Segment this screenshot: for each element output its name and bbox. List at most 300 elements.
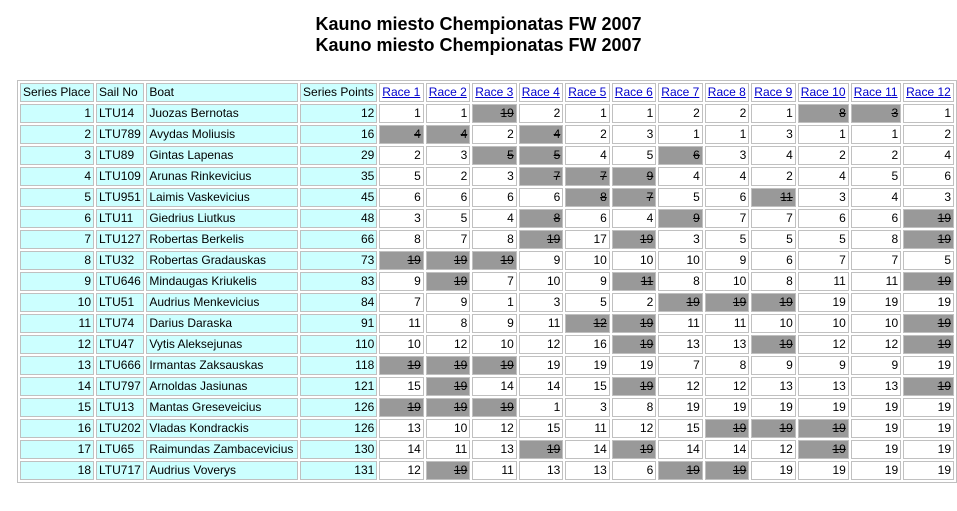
race-score-cell: 13 bbox=[851, 377, 901, 396]
discarded-race-score-cell: 4 bbox=[519, 125, 564, 144]
race-score-cell: 2 bbox=[379, 146, 424, 165]
race-score-cell: 7 bbox=[798, 251, 849, 270]
race-score-cell: 6 bbox=[851, 209, 901, 228]
series-place-cell: 17 bbox=[20, 440, 94, 459]
race-score-cell: 11 bbox=[851, 272, 901, 291]
series-points-cell: 16 bbox=[300, 125, 377, 144]
race-score-cell: 11 bbox=[705, 314, 750, 333]
col-header-race-8 bbox=[705, 83, 750, 102]
race-score-cell: 3 bbox=[519, 293, 564, 312]
sail-no-cell: LTU11 bbox=[96, 209, 144, 228]
boat-cell: Mindaugas Kriukelis bbox=[146, 272, 298, 291]
race-score-cell: 1 bbox=[798, 125, 849, 144]
table-row bbox=[20, 125, 954, 144]
discarded-race-score-cell: 19 bbox=[426, 272, 471, 291]
race-score-cell: 3 bbox=[565, 398, 610, 417]
col-header-race-2 bbox=[426, 83, 471, 102]
col-header-race-9 bbox=[751, 83, 796, 102]
page-title: Kauno miesto Chempionatas FW 2007 bbox=[315, 14, 642, 34]
discarded-race-score-cell: 9 bbox=[658, 209, 703, 228]
discarded-race-score-cell: 19 bbox=[426, 461, 471, 480]
boat-cell: Juozas Bernotas bbox=[146, 104, 298, 123]
race-score-cell: 17 bbox=[565, 230, 610, 249]
race-score-cell: 16 bbox=[565, 335, 610, 354]
discarded-race-score-cell: 4 bbox=[379, 125, 424, 144]
race-score-cell: 12 bbox=[519, 335, 564, 354]
race-score-cell: 6 bbox=[705, 188, 750, 207]
series-points-cell: 130 bbox=[300, 440, 377, 459]
race-score-cell: 6 bbox=[379, 188, 424, 207]
race-score-cell: 2 bbox=[798, 146, 849, 165]
race-score-cell: 2 bbox=[751, 167, 796, 186]
discarded-race-score-cell: 4 bbox=[426, 125, 471, 144]
race-score-cell: 19 bbox=[658, 398, 703, 417]
discarded-race-score-cell: 19 bbox=[472, 104, 517, 123]
race-link-6[interactable]: Race 6 bbox=[614, 85, 653, 99]
series-place-cell: 1 bbox=[20, 104, 94, 123]
race-score-cell: 10 bbox=[658, 251, 703, 270]
sail-no-cell: LTU666 bbox=[96, 356, 144, 375]
sail-no-cell: LTU51 bbox=[96, 293, 144, 312]
sail-no-cell: LTU32 bbox=[96, 251, 144, 270]
series-points-cell: 118 bbox=[300, 356, 377, 375]
series-points-cell: 73 bbox=[300, 251, 377, 270]
race-score-cell: 1 bbox=[705, 125, 750, 144]
race-score-cell: 6 bbox=[903, 167, 954, 186]
race-score-cell: 9 bbox=[519, 251, 564, 270]
sail-no-cell: LTU74 bbox=[96, 314, 144, 333]
race-score-cell: 19 bbox=[612, 356, 657, 375]
sail-no-cell: LTU202 bbox=[96, 419, 144, 438]
race-score-cell: 4 bbox=[903, 146, 954, 165]
race-score-cell: 6 bbox=[519, 188, 564, 207]
race-score-cell: 5 bbox=[705, 230, 750, 249]
series-points-cell: 48 bbox=[300, 209, 377, 228]
discarded-race-score-cell: 6 bbox=[658, 146, 703, 165]
col-header-points: Series Points bbox=[300, 83, 377, 102]
race-score-cell: 19 bbox=[903, 293, 954, 312]
race-score-cell: 10 bbox=[379, 335, 424, 354]
table-row bbox=[20, 251, 954, 270]
race-score-cell: 12 bbox=[612, 419, 657, 438]
race-score-cell: 9 bbox=[705, 251, 750, 270]
race-score-cell: 5 bbox=[426, 209, 471, 228]
race-score-cell: 3 bbox=[426, 146, 471, 165]
race-score-cell: 19 bbox=[851, 398, 901, 417]
boat-cell: Robertas Berkelis bbox=[146, 230, 298, 249]
race-score-cell: 13 bbox=[705, 335, 750, 354]
race-score-cell: 19 bbox=[851, 293, 901, 312]
series-points-cell: 110 bbox=[300, 335, 377, 354]
race-score-cell: 19 bbox=[903, 419, 954, 438]
race-score-cell: 13 bbox=[379, 419, 424, 438]
discarded-race-score-cell: 19 bbox=[798, 440, 849, 459]
race-score-cell: 3 bbox=[612, 125, 657, 144]
boat-cell: Avydas Moliusis bbox=[146, 125, 298, 144]
race-score-cell: 1 bbox=[472, 293, 517, 312]
boat-cell: Robertas Gradauskas bbox=[146, 251, 298, 270]
discarded-race-score-cell: 19 bbox=[426, 398, 471, 417]
race-score-cell: 19 bbox=[798, 398, 849, 417]
race-score-cell: 3 bbox=[798, 188, 849, 207]
table-row bbox=[20, 398, 954, 417]
discarded-race-score-cell: 7 bbox=[565, 167, 610, 186]
race-score-cell: 2 bbox=[519, 104, 564, 123]
discarded-race-score-cell: 19 bbox=[751, 419, 796, 438]
race-score-cell: 1 bbox=[851, 125, 901, 144]
table-row bbox=[20, 209, 954, 228]
series-points-cell: 12 bbox=[300, 104, 377, 123]
discarded-race-score-cell: 19 bbox=[612, 314, 657, 333]
race-score-cell: 3 bbox=[472, 167, 517, 186]
race-score-cell: 15 bbox=[519, 419, 564, 438]
race-score-cell: 5 bbox=[798, 230, 849, 249]
race-score-cell: 19 bbox=[903, 440, 954, 459]
race-score-cell: 3 bbox=[903, 188, 954, 207]
race-link-9[interactable]: Race 9 bbox=[754, 85, 793, 99]
col-header-boat: Boat bbox=[146, 83, 298, 102]
race-score-cell: 19 bbox=[851, 440, 901, 459]
col-header-race-7 bbox=[658, 83, 703, 102]
race-score-cell: 19 bbox=[851, 419, 901, 438]
series-place-cell: 15 bbox=[20, 398, 94, 417]
sail-no-cell: LTU13 bbox=[96, 398, 144, 417]
header-row bbox=[20, 83, 954, 102]
series-place-cell: 9 bbox=[20, 272, 94, 291]
discarded-race-score-cell: 19 bbox=[751, 293, 796, 312]
discarded-race-score-cell: 19 bbox=[903, 335, 954, 354]
discarded-race-score-cell: 19 bbox=[612, 230, 657, 249]
race-link-8[interactable]: Race 8 bbox=[707, 85, 746, 99]
race-score-cell: 5 bbox=[751, 230, 796, 249]
race-score-cell: 10 bbox=[705, 272, 750, 291]
discarded-race-score-cell: 11 bbox=[751, 188, 796, 207]
race-score-cell: 19 bbox=[705, 398, 750, 417]
race-score-cell: 2 bbox=[851, 146, 901, 165]
race-score-cell: 6 bbox=[798, 209, 849, 228]
race-score-cell: 15 bbox=[565, 377, 610, 396]
discarded-race-score-cell: 19 bbox=[903, 272, 954, 291]
race-score-cell: 3 bbox=[705, 146, 750, 165]
race-score-cell: 6 bbox=[472, 188, 517, 207]
race-score-cell: 9 bbox=[798, 356, 849, 375]
table-row bbox=[20, 104, 954, 123]
discarded-race-score-cell: 19 bbox=[903, 314, 954, 333]
race-score-cell: 5 bbox=[851, 167, 901, 186]
boat-cell: Audrius Menkevicius bbox=[146, 293, 298, 312]
series-place-cell: 4 bbox=[20, 167, 94, 186]
discarded-race-score-cell: 19 bbox=[519, 440, 564, 459]
race-score-cell: 12 bbox=[798, 335, 849, 354]
table-row bbox=[20, 335, 954, 354]
sail-no-cell: LTU717 bbox=[96, 461, 144, 480]
col-header-race-3 bbox=[472, 83, 517, 102]
boat-cell: Giedrius Liutkus bbox=[146, 209, 298, 228]
race-score-cell: 12 bbox=[379, 461, 424, 480]
series-points-cell: 126 bbox=[300, 419, 377, 438]
race-score-cell: 10 bbox=[851, 314, 901, 333]
race-score-cell: 15 bbox=[658, 419, 703, 438]
race-score-cell: 19 bbox=[751, 461, 796, 480]
table-row bbox=[20, 293, 954, 312]
race-score-cell: 9 bbox=[851, 356, 901, 375]
table-row bbox=[20, 272, 954, 291]
discarded-race-score-cell: 9 bbox=[612, 167, 657, 186]
col-header-race-1 bbox=[379, 83, 424, 102]
race-score-cell: 4 bbox=[798, 167, 849, 186]
race-score-cell: 2 bbox=[565, 125, 610, 144]
race-score-cell: 1 bbox=[426, 104, 471, 123]
race-link-3[interactable]: Race 3 bbox=[475, 85, 514, 99]
race-score-cell: 19 bbox=[751, 398, 796, 417]
discarded-race-score-cell: 19 bbox=[472, 251, 517, 270]
series-points-cell: 83 bbox=[300, 272, 377, 291]
sail-no-cell: LTU47 bbox=[96, 335, 144, 354]
race-score-cell: 19 bbox=[903, 398, 954, 417]
discarded-race-score-cell: 8 bbox=[519, 209, 564, 228]
race-link-7[interactable]: Race 7 bbox=[661, 85, 700, 99]
col-header-race-4 bbox=[519, 83, 564, 102]
race-link-4[interactable]: Race 4 bbox=[521, 85, 560, 99]
race-score-cell: 8 bbox=[426, 314, 471, 333]
race-score-cell: 1 bbox=[565, 104, 610, 123]
discarded-race-score-cell: 19 bbox=[612, 440, 657, 459]
race-score-cell: 8 bbox=[705, 356, 750, 375]
series-place-cell: 12 bbox=[20, 335, 94, 354]
race-score-cell: 12 bbox=[426, 335, 471, 354]
race-score-cell: 15 bbox=[379, 377, 424, 396]
race-score-cell: 1 bbox=[903, 104, 954, 123]
series-points-cell: 66 bbox=[300, 230, 377, 249]
boat-cell: Gintas Lapenas bbox=[146, 146, 298, 165]
race-score-cell: 2 bbox=[903, 125, 954, 144]
series-points-cell: 45 bbox=[300, 188, 377, 207]
race-score-cell: 9 bbox=[472, 314, 517, 333]
results-table bbox=[17, 80, 957, 483]
series-place-cell: 18 bbox=[20, 461, 94, 480]
race-score-cell: 12 bbox=[705, 377, 750, 396]
race-score-cell: 4 bbox=[705, 167, 750, 186]
race-score-cell: 4 bbox=[851, 188, 901, 207]
race-score-cell: 13 bbox=[565, 461, 610, 480]
race-score-cell: 8 bbox=[851, 230, 901, 249]
discarded-race-score-cell: 19 bbox=[379, 398, 424, 417]
boat-cell: Laimis Vaskevicius bbox=[146, 188, 298, 207]
boat-cell: Mantas Greseveicius bbox=[146, 398, 298, 417]
race-score-cell: 6 bbox=[565, 209, 610, 228]
discarded-race-score-cell: 19 bbox=[705, 293, 750, 312]
table-row bbox=[20, 230, 954, 249]
series-points-cell: 131 bbox=[300, 461, 377, 480]
series-place-cell: 2 bbox=[20, 125, 94, 144]
series-place-cell: 16 bbox=[20, 419, 94, 438]
discarded-race-score-cell: 19 bbox=[705, 419, 750, 438]
race-score-cell: 3 bbox=[379, 209, 424, 228]
table-row bbox=[20, 461, 954, 480]
race-score-cell: 19 bbox=[851, 461, 901, 480]
col-header-place: Series Place bbox=[20, 83, 94, 102]
series-place-cell: 13 bbox=[20, 356, 94, 375]
race-score-cell: 8 bbox=[658, 272, 703, 291]
table-row bbox=[20, 419, 954, 438]
race-link-10[interactable]: Race 10 bbox=[800, 85, 846, 99]
boat-cell: Darius Daraska bbox=[146, 314, 298, 333]
page-titles bbox=[0, 14, 957, 56]
race-score-cell: 9 bbox=[426, 293, 471, 312]
table-row bbox=[20, 377, 954, 396]
discarded-race-score-cell: 19 bbox=[519, 230, 564, 249]
race-link-12[interactable]: Race 12 bbox=[906, 85, 951, 99]
discarded-race-score-cell: 7 bbox=[612, 188, 657, 207]
discarded-race-score-cell: 19 bbox=[472, 356, 517, 375]
race-score-cell: 4 bbox=[658, 167, 703, 186]
race-score-cell: 10 bbox=[565, 251, 610, 270]
race-score-cell: 2 bbox=[426, 167, 471, 186]
race-score-cell: 7 bbox=[472, 272, 517, 291]
col-header-race-12 bbox=[903, 83, 954, 102]
race-score-cell: 12 bbox=[751, 440, 796, 459]
sail-no-cell: LTU797 bbox=[96, 377, 144, 396]
race-score-cell: 5 bbox=[658, 188, 703, 207]
race-score-cell: 4 bbox=[612, 209, 657, 228]
col-header-race-6 bbox=[612, 83, 657, 102]
discarded-race-score-cell: 19 bbox=[705, 461, 750, 480]
series-place-cell: 6 bbox=[20, 209, 94, 228]
race-link-2[interactable]: Race 2 bbox=[428, 85, 467, 99]
race-score-cell: 2 bbox=[658, 104, 703, 123]
race-score-cell: 5 bbox=[612, 146, 657, 165]
race-score-cell: 14 bbox=[379, 440, 424, 459]
boat-cell: Arunas Rinkevicius bbox=[146, 167, 298, 186]
col-header-sail: Sail No bbox=[96, 83, 144, 102]
boat-cell: Arnoldas Jasiunas bbox=[146, 377, 298, 396]
race-score-cell: 9 bbox=[565, 272, 610, 291]
race-score-cell: 14 bbox=[565, 440, 610, 459]
race-score-cell: 10 bbox=[798, 314, 849, 333]
race-score-cell: 13 bbox=[472, 440, 517, 459]
race-score-cell: 2 bbox=[612, 293, 657, 312]
race-link-5[interactable]: Race 5 bbox=[568, 85, 607, 99]
discarded-race-score-cell: 19 bbox=[798, 419, 849, 438]
sail-no-cell: LTU127 bbox=[96, 230, 144, 249]
race-score-cell: 8 bbox=[751, 272, 796, 291]
discarded-race-score-cell: 11 bbox=[612, 272, 657, 291]
race-score-cell: 10 bbox=[751, 314, 796, 333]
race-score-cell: 7 bbox=[379, 293, 424, 312]
race-score-cell: 2 bbox=[472, 125, 517, 144]
race-score-cell: 11 bbox=[519, 314, 564, 333]
race-score-cell: 12 bbox=[851, 335, 901, 354]
series-place-cell: 11 bbox=[20, 314, 94, 333]
discarded-race-score-cell: 19 bbox=[612, 377, 657, 396]
discarded-race-score-cell: 19 bbox=[426, 356, 471, 375]
race-score-cell: 11 bbox=[658, 314, 703, 333]
discarded-race-score-cell: 19 bbox=[379, 356, 424, 375]
series-place-cell: 3 bbox=[20, 146, 94, 165]
race-score-cell: 1 bbox=[612, 104, 657, 123]
series-points-cell: 29 bbox=[300, 146, 377, 165]
sail-no-cell: LTU951 bbox=[96, 188, 144, 207]
race-score-cell: 11 bbox=[379, 314, 424, 333]
sail-no-cell: LTU89 bbox=[96, 146, 144, 165]
boat-cell: Vytis Aleksejunas bbox=[146, 335, 298, 354]
discarded-race-score-cell: 19 bbox=[903, 377, 954, 396]
series-place-cell: 10 bbox=[20, 293, 94, 312]
race-score-cell: 8 bbox=[379, 230, 424, 249]
boat-cell: Audrius Voverys bbox=[146, 461, 298, 480]
race-score-cell: 13 bbox=[658, 335, 703, 354]
discarded-race-score-cell: 8 bbox=[565, 188, 610, 207]
discarded-race-score-cell: 12 bbox=[565, 314, 610, 333]
race-score-cell: 8 bbox=[472, 230, 517, 249]
sail-no-cell: LTU789 bbox=[96, 125, 144, 144]
discarded-race-score-cell: 7 bbox=[519, 167, 564, 186]
race-score-cell: 14 bbox=[472, 377, 517, 396]
race-score-cell: 5 bbox=[565, 293, 610, 312]
race-score-cell: 10 bbox=[519, 272, 564, 291]
sail-no-cell: LTU646 bbox=[96, 272, 144, 291]
sail-no-cell: LTU14 bbox=[96, 104, 144, 123]
race-score-cell: 4 bbox=[472, 209, 517, 228]
table-row bbox=[20, 146, 954, 165]
race-score-cell: 10 bbox=[472, 335, 517, 354]
col-header-race-5 bbox=[565, 83, 610, 102]
discarded-race-score-cell: 5 bbox=[472, 146, 517, 165]
series-place-cell: 8 bbox=[20, 251, 94, 270]
race-score-cell: 1 bbox=[379, 104, 424, 123]
boat-cell: Irmantas Zaksauskas bbox=[146, 356, 298, 375]
race-score-cell: 19 bbox=[798, 461, 849, 480]
discarded-race-score-cell: 19 bbox=[612, 335, 657, 354]
race-score-cell: 7 bbox=[426, 230, 471, 249]
sail-no-cell: LTU65 bbox=[96, 440, 144, 459]
table-row bbox=[20, 440, 954, 459]
race-score-cell: 10 bbox=[426, 419, 471, 438]
race-score-cell: 3 bbox=[751, 125, 796, 144]
discarded-race-score-cell: 19 bbox=[426, 251, 471, 270]
race-score-cell: 8 bbox=[612, 398, 657, 417]
race-score-cell: 5 bbox=[379, 167, 424, 186]
discarded-race-score-cell: 19 bbox=[658, 461, 703, 480]
race-score-cell: 3 bbox=[658, 230, 703, 249]
race-score-cell: 19 bbox=[903, 461, 954, 480]
table-row bbox=[20, 188, 954, 207]
series-points-cell: 121 bbox=[300, 377, 377, 396]
discarded-race-score-cell: 5 bbox=[519, 146, 564, 165]
race-link-11[interactable]: Race 11 bbox=[853, 85, 898, 99]
race-score-cell: 7 bbox=[705, 209, 750, 228]
discarded-race-score-cell: 19 bbox=[426, 377, 471, 396]
race-score-cell: 2 bbox=[705, 104, 750, 123]
race-score-cell: 11 bbox=[565, 419, 610, 438]
boat-cell: Raimundas Zambacevicius bbox=[146, 440, 298, 459]
race-score-cell: 19 bbox=[565, 356, 610, 375]
race-link-1[interactable]: Race 1 bbox=[382, 85, 421, 99]
series-place-cell: 14 bbox=[20, 377, 94, 396]
race-score-cell: 7 bbox=[658, 356, 703, 375]
race-score-cell: 9 bbox=[751, 356, 796, 375]
series-place-cell: 5 bbox=[20, 188, 94, 207]
discarded-race-score-cell: 19 bbox=[903, 209, 954, 228]
race-score-cell: 13 bbox=[519, 461, 564, 480]
race-score-cell: 7 bbox=[751, 209, 796, 228]
series-place-cell: 7 bbox=[20, 230, 94, 249]
series-points-cell: 84 bbox=[300, 293, 377, 312]
race-score-cell: 14 bbox=[519, 377, 564, 396]
race-score-cell: 19 bbox=[903, 356, 954, 375]
race-score-cell: 19 bbox=[798, 293, 849, 312]
race-score-cell: 1 bbox=[519, 398, 564, 417]
